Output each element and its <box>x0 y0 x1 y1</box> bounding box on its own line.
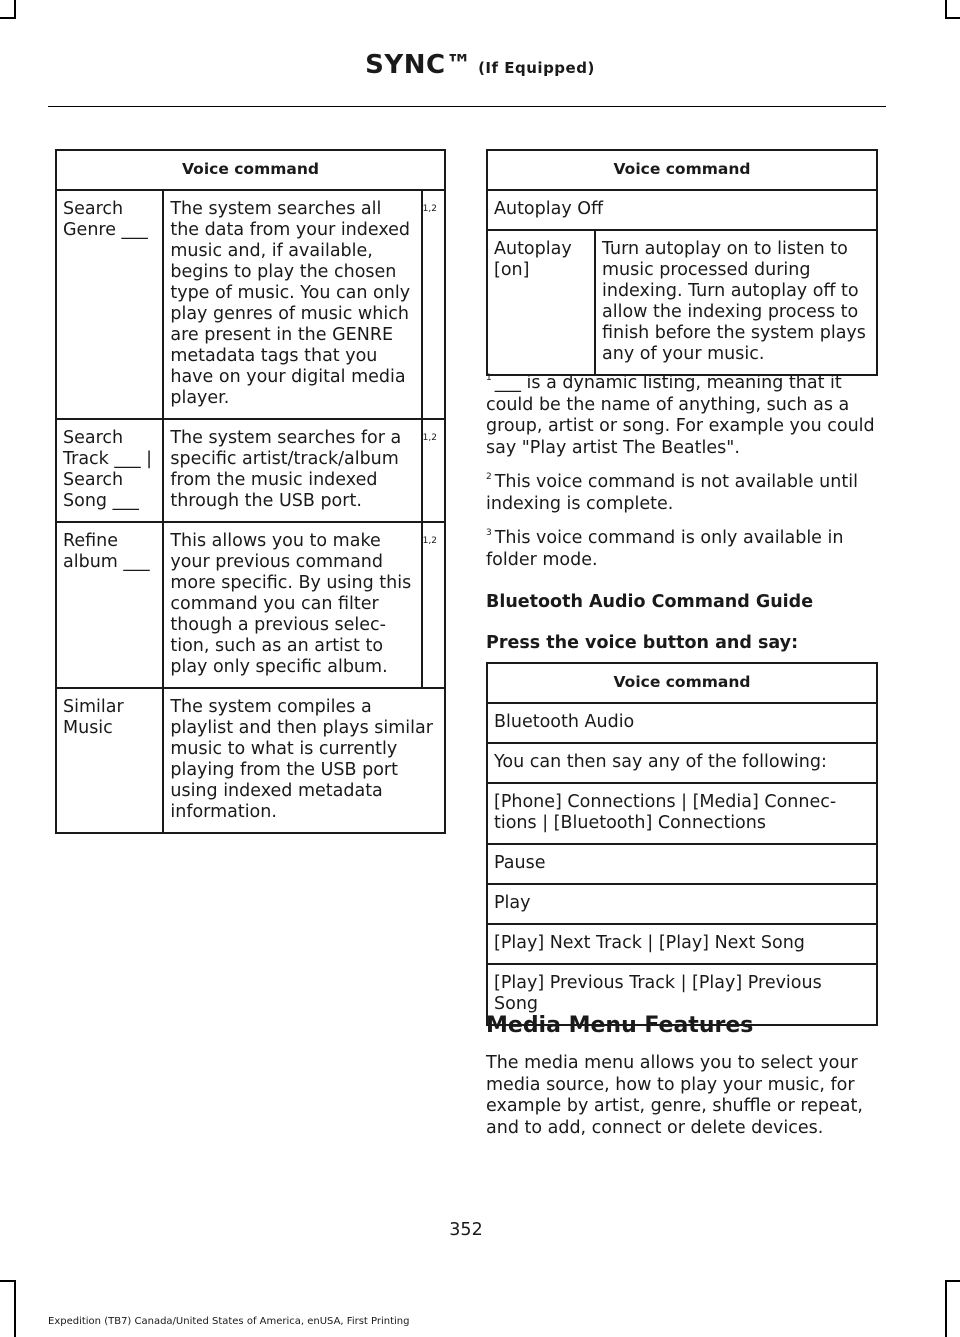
table-row <box>487 190 877 230</box>
table-row <box>487 844 877 884</box>
table-header: Voice command <box>487 150 877 190</box>
footnote-ref: 1,2 <box>422 522 445 688</box>
footnote-number: 1 <box>486 373 492 383</box>
footnote <box>486 373 880 459</box>
description-cell: The system searches for a specific artist/track/album from the music indexed through the USB port. <box>163 419 421 522</box>
crop-mark <box>945 1280 947 1337</box>
voice-command-table-left <box>55 149 446 834</box>
footer-text: Expedition (TB7) Canada/United States of America, enUSA, First Printing <box>48 1316 410 1327</box>
command-cell: Similar Music <box>56 688 163 833</box>
table-row <box>487 924 877 964</box>
command-cell: Search Genre ___ <box>56 190 163 419</box>
crop-mark <box>945 17 960 19</box>
table-row <box>56 190 445 419</box>
command-cell: Search Track ___ | Search Song ___ <box>56 419 163 522</box>
body-paragraph: The media menu allows you to select your media source, how to play your music, for example by artist, genre, shuffle or repeat, and to add, connect or delete devices. <box>486 1053 863 1138</box>
table-row <box>487 703 877 743</box>
description-cell: Turn autoplay on to listen to music processed during indexing. Turn autoplay off to allow the indexing process to finish before the system plays any of your music. <box>595 230 877 375</box>
table-row <box>487 783 877 844</box>
footnote-number: 3 <box>486 528 492 538</box>
footnote-text: This voice command is only available in folder mode. <box>486 528 844 570</box>
header-rule <box>48 106 886 107</box>
table-row <box>487 743 877 783</box>
section-heading: Media Menu Features <box>486 1013 754 1038</box>
page-title-main: SYNC™ <box>365 50 473 80</box>
command-cell: Bluetooth Audio <box>487 703 877 743</box>
command-cell: [Phone] Connections | [Media] Connec-tions | [Bluetooth] Connections <box>487 783 877 844</box>
description-cell: This allows you to make your previous command more specific. By using this command you can filter though a previous selec-tion, such as an artist to play only specific album. <box>163 522 421 688</box>
footnote-number: 2 <box>486 472 492 482</box>
crop-mark <box>14 1280 16 1337</box>
command-cell: You can then say any of the following: <box>487 743 877 783</box>
bluetooth-command-table <box>486 662 878 1026</box>
command-cell: [Play] Next Track | [Play] Next Song <box>487 924 877 964</box>
command-cell: Pause <box>487 844 877 884</box>
description-cell: The system compiles a playlist and then plays similar music to what is currently playing from the USB port using indexed metadata information. <box>163 688 445 833</box>
footnote <box>486 472 880 515</box>
footnote-text: ___ is a dynamic listing, meaning that it could be the name of anything, such as a group, artist or song. For example you could say "Play artist The Beatles". <box>486 373 875 458</box>
table-row <box>487 230 877 375</box>
footnote-ref: 1,2 <box>422 419 445 522</box>
page-number: 352 <box>449 1220 483 1240</box>
table-header: Voice command <box>487 663 877 703</box>
table-header: Voice command <box>56 150 445 190</box>
footnote-text: This voice command is not available until indexing is complete. <box>486 472 858 514</box>
table-row <box>487 884 877 924</box>
command-cell: Play <box>487 884 877 924</box>
page-title-subtitle: (If Equipped) <box>478 59 595 77</box>
instruction-heading: Press the voice button and say: <box>486 633 799 653</box>
description-cell: The system searches all the data from your indexed music and, if available, begins to play the chosen type of music. You can only play genres of music which are present in the GENRE metadata tags that you have on your digital media player. <box>163 190 421 419</box>
command-cell: Refine album ___ <box>56 522 163 688</box>
footnote <box>486 528 880 571</box>
section-heading: Bluetooth Audio Command Guide <box>486 592 814 612</box>
crop-mark <box>945 0 947 18</box>
footnote-ref: 1,2 <box>422 190 445 419</box>
voice-command-table-right <box>486 149 878 376</box>
command-cell: Autoplay [on] <box>487 230 595 375</box>
command-cell: [Play] Previous Track | [Play] Previous Song <box>487 964 877 1025</box>
crop-mark <box>14 0 16 18</box>
crop-mark <box>0 1280 16 1282</box>
page-title <box>0 50 960 80</box>
table-row <box>56 688 445 833</box>
crop-mark <box>0 17 16 19</box>
table-row <box>56 419 445 522</box>
table-row <box>56 522 445 688</box>
command-cell: Autoplay Off <box>487 190 877 230</box>
crop-mark <box>945 1280 960 1282</box>
